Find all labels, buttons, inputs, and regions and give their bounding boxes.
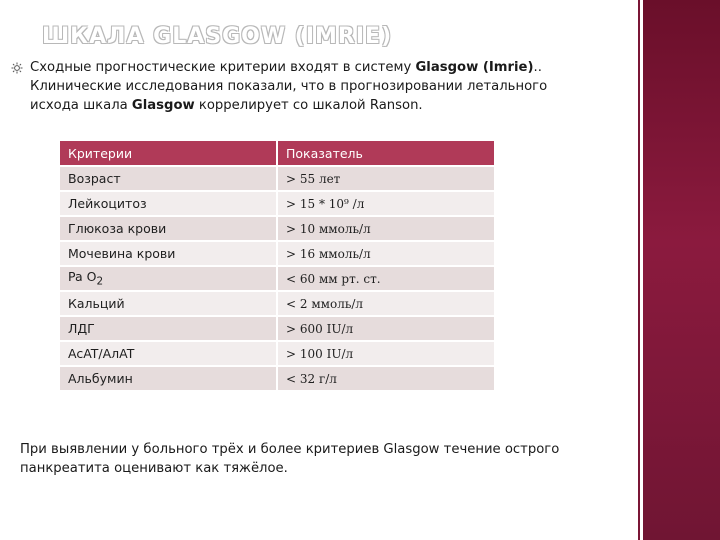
- sidebar-divider: [638, 0, 640, 540]
- intro-bold-glasgow-imrie: Glasgow (Imrie): [415, 60, 534, 75]
- intro-text-1: Сходные прогностические критерии входят в систему: [30, 60, 416, 75]
- value-cell: > 55 лет: [277, 166, 495, 191]
- criterion-cell: Глюкоза крови: [59, 216, 277, 241]
- criterion-cell: Лейкоцитоз: [59, 191, 277, 216]
- value-cell: > 16 ммоль/л: [277, 241, 495, 266]
- intro-bold-glasgow: Glasgow: [131, 98, 195, 113]
- value-cell: < 60 мм рт. ст.: [277, 266, 495, 291]
- criterion-pao2-subscript: 2: [96, 275, 104, 288]
- slide-title: ШКАЛА GLASGOW (IMRIE): [42, 24, 393, 49]
- value-cell: > 600 IU/л: [277, 316, 495, 341]
- criterion-cell: Мочевина крови: [59, 241, 277, 266]
- header-criteria: Критерии: [59, 140, 277, 166]
- sun-bullet-icon: [11, 62, 23, 74]
- intro-text-2: .. Клинические исследования показали, что в прогнозировании летального исхода шкала: [30, 60, 548, 113]
- intro-text-3: коррелирует со шкалой Ranson.: [194, 98, 423, 113]
- table-row: [59, 316, 495, 341]
- criterion-cell: Альбумин: [59, 366, 277, 391]
- table-row: [59, 166, 495, 191]
- value-cell: < 2 ммоль/л: [277, 291, 495, 316]
- criterion-cell: [59, 266, 277, 291]
- table-row: [59, 241, 495, 266]
- table-header-row: [59, 140, 495, 166]
- value-cell: > 15 * 10⁹ /л: [277, 191, 495, 216]
- intro-paragraph: [30, 58, 600, 115]
- criterion-cell: AcAT/AлAT: [59, 341, 277, 366]
- value-cell: > 10 ммоль/л: [277, 216, 495, 241]
- table-row: [59, 366, 495, 391]
- value-cell: < 32 г/л: [277, 366, 495, 391]
- criteria-table: [58, 139, 496, 392]
- criterion-cell: Возраст: [59, 166, 277, 191]
- decorative-sidebar: [643, 0, 720, 540]
- criterion-cell: Кальций: [59, 291, 277, 316]
- table-row: [59, 291, 495, 316]
- criterion-cell: ЛДГ: [59, 316, 277, 341]
- table-row: [59, 191, 495, 216]
- table-row: [59, 341, 495, 366]
- header-indicator: Показатель: [277, 140, 495, 166]
- value-cell: > 100 IU/л: [277, 341, 495, 366]
- conclusion-paragraph: При выявлении у больного трёх и более критериев Glasgow течение острого панкреатита оценивают как тяжёлое.: [20, 442, 560, 476]
- table-row: [59, 216, 495, 241]
- criterion-pao2: Pa O: [68, 269, 97, 285]
- table-row: [59, 266, 495, 291]
